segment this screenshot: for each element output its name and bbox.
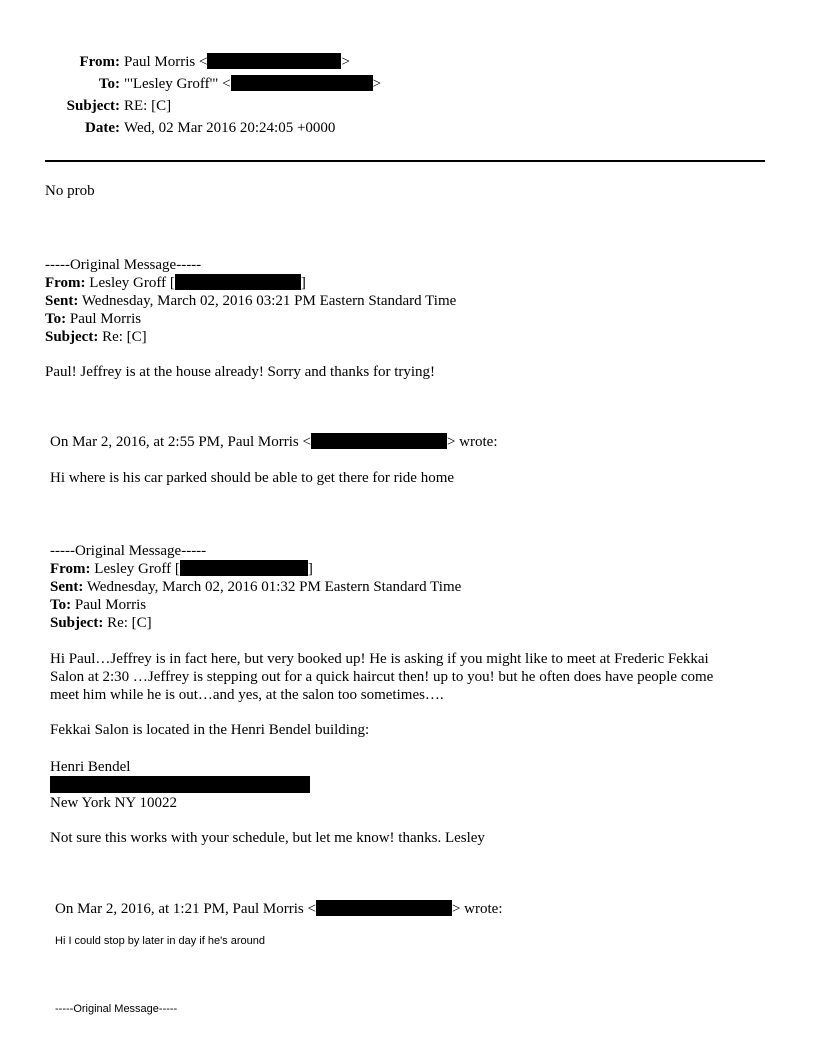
msg1-sent — [45, 292, 456, 310]
address-block — [50, 758, 310, 812]
from-value: Paul Morris < — [124, 54, 208, 70]
redaction-bar — [50, 776, 310, 793]
to-value: "'Lesley Groff'" < — [124, 76, 231, 92]
to-value: Paul Morris — [69, 311, 142, 327]
address-city: New York NY 10022 — [50, 795, 177, 811]
quote2-separator: -----Original Message----- — [55, 1003, 178, 1015]
header-to — [0, 74, 381, 94]
separator: -----Original Message----- — [50, 543, 207, 559]
from-tail: ] — [307, 561, 313, 577]
sent-label: Sent: — [45, 293, 79, 309]
msg2-line: meet him while he is out…and yes, at the salon too sometimes…. — [50, 687, 444, 703]
sent-value: Wednesday, March 02, 2016 03:21 PM Eastern Standard Time — [81, 293, 457, 309]
from-label: From: — [50, 561, 91, 577]
date-label: Date: — [85, 120, 120, 136]
quote2-intro-tail: > wrote: — [451, 901, 503, 917]
quote1-intro — [50, 433, 498, 451]
subject-label: Subject: — [66, 98, 120, 114]
to-label: To: — [45, 311, 67, 327]
from-label: From: — [79, 54, 120, 70]
sent-label: Sent: — [50, 579, 84, 595]
from-label: From: — [45, 275, 86, 291]
quote2-intro — [55, 900, 503, 918]
date-value: Wed, 02 Mar 2016 20:24:05 +0000 — [124, 120, 336, 136]
subject-label: Subject: — [45, 329, 99, 345]
to-label: To: — [50, 597, 72, 613]
redaction-bar — [180, 560, 308, 576]
msg2-from — [50, 560, 461, 578]
msg1-from — [45, 274, 456, 292]
redaction-bar — [231, 75, 373, 91]
header-from — [0, 52, 350, 72]
msg1-subject — [45, 328, 456, 346]
sent-value: Wednesday, March 02, 2016 01:32 PM Eastern Standard Time — [86, 579, 462, 595]
subject-value: Re: [C] — [107, 615, 152, 631]
quote1-intro-text: On Mar 2, 2016, at 2:55 PM, Paul Morris < — [50, 434, 311, 450]
quote1-intro-tail: > wrote: — [446, 434, 498, 450]
to-tail: > — [372, 76, 382, 92]
subject-value: RE: [C] — [124, 98, 172, 114]
msg2-body — [50, 650, 713, 704]
msg2-line: Hi Paul…Jeffrey is in fact here, but very booked up! He is asking if you might like to meet at Frederic Fekkai — [50, 651, 709, 667]
closing-text: Not sure this works with your schedule, but let me know! thanks. Lesley — [50, 830, 485, 846]
header-subject — [0, 96, 171, 116]
reply-text: No prob — [45, 183, 95, 199]
subject-label: Subject: — [50, 615, 104, 631]
from-value: Lesley Groff [ — [89, 275, 175, 291]
msg2-to — [50, 596, 461, 614]
location-text: Fekkai Salon is located in the Henri Bendel building: — [50, 722, 370, 738]
quote2-intro-text: On Mar 2, 2016, at 1:21 PM, Paul Morris < — [55, 901, 316, 917]
from-tail: ] — [300, 275, 306, 291]
from-tail: > — [341, 54, 350, 70]
msg2-line: Salon at 2:30 …Jeffrey is stepping out for a quick haircut then! up to you! but he often does have people come — [50, 669, 714, 685]
original-message-2 — [50, 542, 461, 632]
msg1-text: Paul! Jeffrey is at the house already! Sorry and thanks for trying! — [45, 364, 436, 380]
redaction-bar — [316, 900, 452, 916]
from-value: Lesley Groff [ — [94, 561, 180, 577]
quote2-text: Hi I could stop by later in day if he's around — [55, 935, 265, 947]
msg2-sent — [50, 578, 461, 596]
msg2-subject — [50, 614, 461, 632]
quote1-text: Hi where is his car parked should be able to get there for ride home — [50, 470, 455, 486]
separator: -----Original Message----- — [45, 257, 202, 273]
redaction-bar — [175, 274, 301, 290]
header-divider — [45, 160, 765, 162]
redaction-bar — [311, 433, 447, 449]
original-message-1 — [45, 256, 456, 346]
header-date — [0, 118, 335, 138]
subject-value: Re: [C] — [102, 329, 147, 345]
address-name: Henri Bendel — [50, 759, 131, 775]
msg1-to — [45, 310, 456, 328]
to-label: To: — [98, 76, 120, 92]
redaction-bar — [207, 53, 341, 69]
to-value: Paul Morris — [74, 597, 147, 613]
